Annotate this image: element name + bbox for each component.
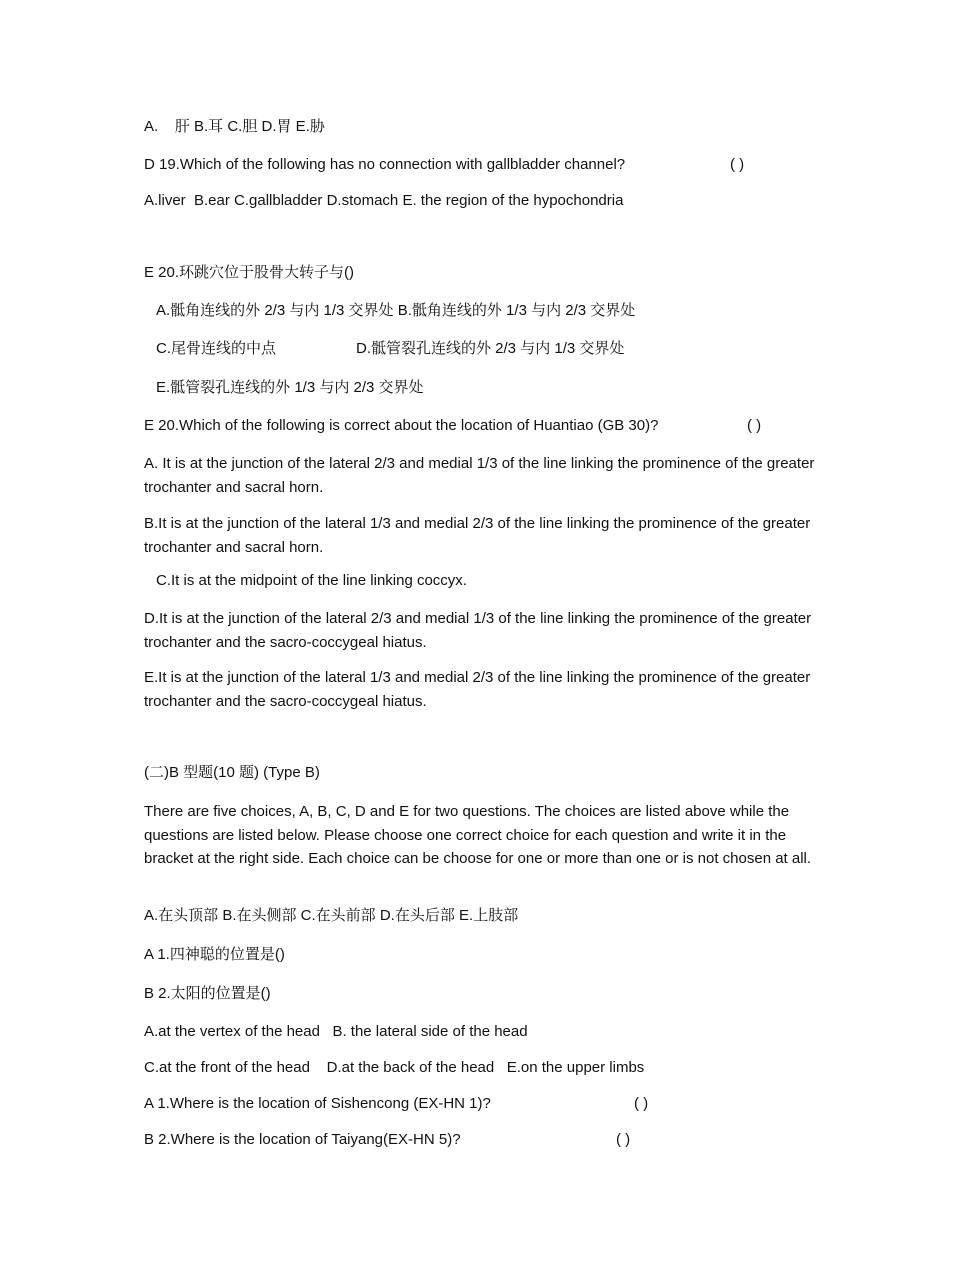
q20-en-option-d: D.It is at the junction of the lateral 2/3 and medial 1/3 of the line linking the prominence of the greater trochanter and the sacro-coccygeal hiatus. xyxy=(144,610,812,651)
q20-en-option-e: E.It is at the junction of the lateral 1/3 and medial 2/3 of the line linking the prominence of the greater trochanter and the sacro-coccygeal hiatus. xyxy=(144,669,811,710)
section-b-cn-choices: A.在头顶部 B.在头侧部 C.在头前部 D.在头后部 E.上肢部 xyxy=(144,907,519,924)
q20-cn-option-d: D.骶管裂孔连线的外 2/3 与内 1/3 交界处 xyxy=(356,340,625,357)
q20-answer-bracket: ( ) xyxy=(747,417,762,434)
section-b-cn-question-1: A 1.四神聪的位置是() xyxy=(144,946,285,963)
section-b-q1-answer-bracket: ( ) xyxy=(634,1095,649,1112)
q19-cn-options: A. 肝 B.耳 C.胆 D.胃 E.胁 xyxy=(144,118,325,135)
q20-en-option-a: A. It is at the junction of the lateral 2/3 and medial 1/3 of the line linking the prominence of the greater trochanter and sacral horn. xyxy=(144,455,815,496)
q20-cn-option-ab: A.骶角连线的外 2/3 与内 1/3 交界处 B.骶角连线的外 1/3 与内 2/3 交界处 xyxy=(156,302,636,319)
section-b-instructions: There are five choices, A, B, C, D and E for two questions. The choices are listed above while the questions are listed below. Please choose one correct choice for each question and write it in the bracket at the right side. Each choice can be choose for one or more than one or is not chosen at all. xyxy=(144,803,812,867)
section-b-en-question-2: B 2.Where is the location of Taiyang(EX-HN 5)? xyxy=(144,1131,461,1148)
q19-en-question: D 19.Which of the following has no connection with gallbladder channel? xyxy=(144,156,626,173)
q20-en-question: E 20.Which of the following is correct about the location of Huantiao (GB 30)? xyxy=(144,417,659,434)
q19-en-options: A.liver B.ear C.gallbladder D.stomach E. the region of the hypochondria xyxy=(144,192,624,209)
q20-cn-option-e: E.骶管裂孔连线的外 1/3 与内 2/3 交界处 xyxy=(156,379,424,396)
q20-en-option-b: B.It is at the junction of the lateral 1/3 and medial 2/3 of the line linking the prominence of the greater trochanter and sacral horn. xyxy=(144,515,811,556)
section-b-en-choices-line-1: A.at the vertex of the head B. the lateral side of the head xyxy=(144,1023,528,1040)
q20-cn-question: E 20.环跳穴位于股骨大转子与() xyxy=(144,264,355,281)
q20-cn-option-c: C.尾骨连线的中点 xyxy=(156,340,277,357)
section-b-q2-answer-bracket: ( ) xyxy=(616,1131,631,1148)
section-b-en-choices-line-2: C.at the front of the head D.at the back of the head E.on the upper limbs xyxy=(144,1059,645,1076)
section-b-en-question-1: A 1.Where is the location of Sishencong (EX-HN 1)? xyxy=(144,1095,491,1112)
q20-en-option-c: C.It is at the midpoint of the line linking coccyx. xyxy=(156,572,467,589)
section-b-cn-question-2: B 2.太阳的位置是() xyxy=(144,985,271,1002)
q19-answer-bracket: ( ) xyxy=(730,156,745,173)
section-b-heading: (二)B 型题(10 题) (Type B) xyxy=(144,764,320,781)
